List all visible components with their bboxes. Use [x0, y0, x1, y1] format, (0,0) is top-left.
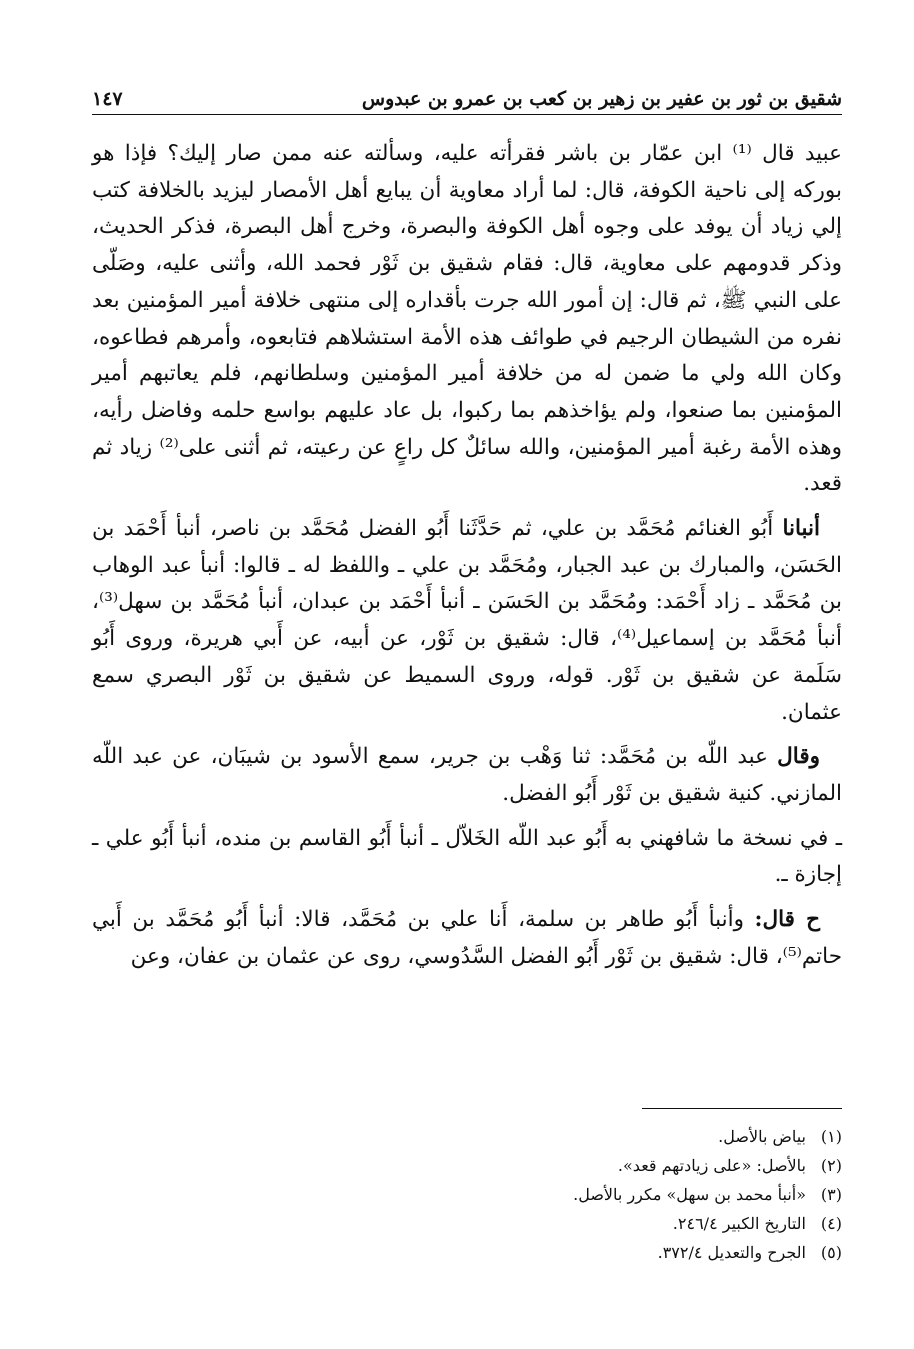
paragraph-text: عبد اللّه بن مُحَمَّد: ثنا وَهْب بن جرير، سمع الأسود بن شيبَان، عن عبد اللّه المازني. كنية شقيق بن ثَوْر أَبُو الفضل. [92, 744, 842, 806]
footnote-number: (٤) [820, 1214, 842, 1233]
footnote-number: (٥) [820, 1243, 842, 1262]
running-head [92, 72, 842, 115]
footnote-text: «أنبأ محمد بن سهل» مكرر بالأصل. [573, 1185, 806, 1204]
footnote-1 [92, 1122, 842, 1151]
footnote-number: (١) [820, 1127, 842, 1146]
footnote-5 [92, 1238, 842, 1267]
footnote-number: (٢) [820, 1156, 842, 1175]
paragraph-lead: وقال [777, 744, 820, 770]
footnote-number: (٣) [820, 1185, 842, 1204]
paragraph-4 [92, 821, 842, 894]
paragraph-5 [92, 902, 842, 975]
page-number: ١٤٧ [92, 88, 123, 110]
footnote-2 [92, 1151, 842, 1180]
footnote-text: الجرح والتعديل ٣٧٢/٤. [657, 1243, 806, 1262]
running-head-title: شقيق بن ثور بن عفير بن زهير بن كعب بن عمرو بن عبدوس [361, 88, 842, 110]
paragraph-3 [92, 739, 842, 812]
footnote-4 [92, 1209, 842, 1238]
paragraph-text: ـ في نسخة ما شافهني به أَبُو عبد اللّه الخَلاّل ـ أنبأ أَبُو القاسم بن منده، أنبأ أَبُو علي ـ إجازة ـ. [92, 825, 842, 888]
paragraph-lead: ح قال: [754, 907, 821, 933]
paragraph-text: عبيد قال ⁽¹⁾ ابن عمّار بن باشر فقرأته عليه، وسألته عنه ممن صار إليك؟ فإذا هو بوركه إلى ناحية الكوفة، قال: لما أراد معاوية أن يبايع أهل الأمصار ليزيد بالخلافة كتب إلي زياد أن يوفد على وجوه أهل الكوفة والبصرة، وخرج أهل البصرة، فذكر الحديث، وذكر قدومهم على معاوية، قال: فقام شقيق بن ثَوْر فحمد الله، وأثنى عليه، وصَلّى على النبي ﷺ، ثم قال: إن أمور الله جرت بأقداره إلى منتهى خلافة أمير المؤمنين بعد نفره من الشيطان الرجيم في طوائف هذه الأمة استشلاهم فتابعوه، وأمرهم فطاعوه، وكان الله ولي ما ضمن له من خلافة أمير المؤمنين وسلطانهم، فلم يعاتبهم أمير المؤمنين بما صنعوا، ولم يؤاخذهم بما ركبوا، بل عاد عليهم بواسع حلمه وفاضل رأيه، وهذه الأمة رغبة أمير المؤمنين، والله سائلٌ كل راعٍ عن رعيته، ثم أثنى على⁽²⁾ زياد ثم قعد. [92, 141, 842, 497]
footnote-3 [92, 1180, 842, 1209]
paragraph-2 [92, 511, 842, 731]
main-text [92, 136, 842, 983]
paragraph-lead: أنبانا [782, 516, 820, 542]
footnote-text: بياض بالأصل. [718, 1127, 806, 1146]
footnote-text: التاريخ الكبير ٢٤٦/٤. [672, 1214, 806, 1233]
footnote-divider [642, 1108, 842, 1109]
paragraph-text: وأنبأ أَبُو طاهر بن سلمة، أَنا علي بن مُحَمَّد، قالا: أنبأ أَبُو مُحَمَّد بن أَبي حاتم⁽⁵⁾، قال: شقيق بن ثَوْر أَبُو الفضل السَّدُوسي، روى عن عثمان بن عفان، وعن [92, 907, 842, 969]
footnote-text: بالأصل: «على زيادتهم قعد». [617, 1156, 806, 1175]
paragraph-text: أَبُو الغنائم مُحَمَّد بن علي، ثم حَدَّثَنا أَبُو الفضل مُحَمَّد بن ناصر، أنبأ أَحْمَد بن الحَسَن، والمبارك بن عبد الجبار، ومُحَمَّد بن علي ـ واللفظ له ـ قالوا: أنبأ عبد الوهاب بن مُحَمَّد ـ زاد أَحْمَد: ومُحَمَّد بن الحَسَن ـ أنبأ أَحْمَد بن عبدان، أنبأ مُحَمَّد بن سهل⁽³⁾، أنبأ مُحَمَّد بن إسماعيل⁽⁴⁾، قال: شقيق بن ثَوْر، عن أبيه، عن أَبي هريرة، وروى أَبُو سَلَمة عن شقيق بن ثَوْر. قوله، وروى السميط عن شقيق بن ثَوْر البصري سمع عثمان. [92, 516, 842, 725]
footnotes-list [92, 1122, 842, 1267]
paragraph-1 [92, 136, 842, 503]
